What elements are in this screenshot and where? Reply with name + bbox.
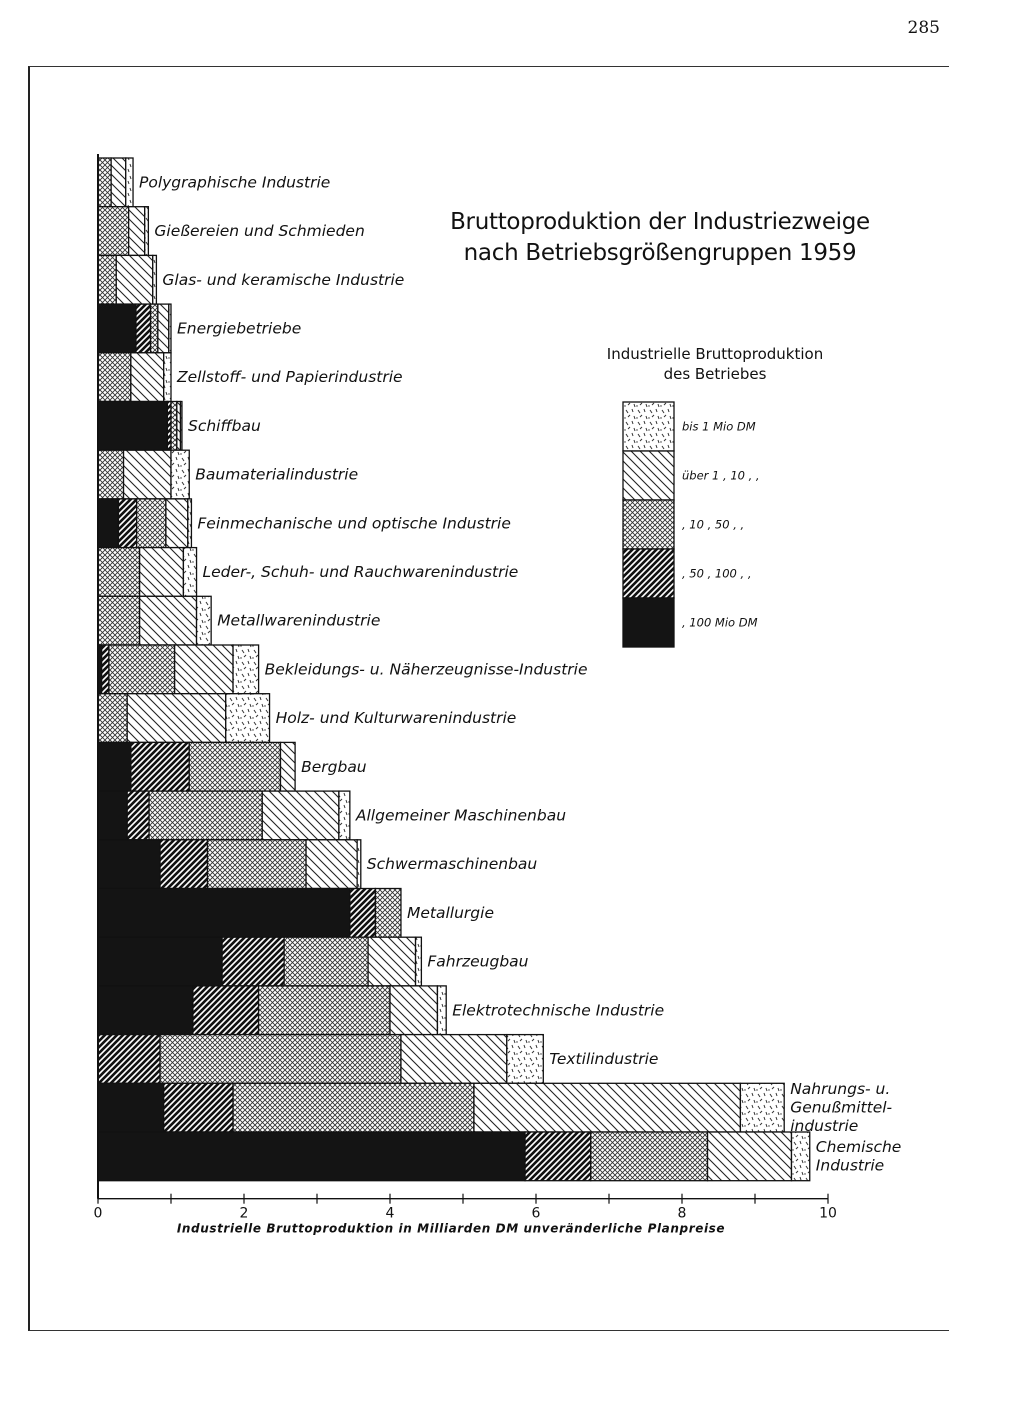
page-number: 285 (907, 18, 940, 38)
bar-segment-s4 (136, 304, 151, 353)
category-label (203, 563, 519, 581)
bar-segment-s3 (375, 889, 401, 938)
bar-segment-s3 (151, 304, 158, 353)
category-label-line: Allgemeiner Maschinenbau (355, 806, 567, 825)
legend-label-s2: über 1 ‚ 10 ‚ ‚ (682, 468, 760, 483)
category-label (139, 173, 330, 191)
bar-segment-s3 (98, 255, 116, 304)
bar-segment-s3 (284, 937, 368, 986)
category-label-line: Elektrotechnische Industrie (452, 1001, 665, 1020)
bar-segment-s3 (259, 986, 390, 1035)
bar-segment-s5 (98, 1132, 525, 1181)
bar-segment-s2 (281, 742, 296, 791)
category-label-line: Metallurgie (407, 903, 494, 922)
bar-segment-s5 (98, 889, 350, 938)
bar-segment-s3 (160, 1035, 401, 1084)
bar-segment-s1 (416, 937, 422, 986)
bar-segment-s4 (193, 986, 259, 1035)
category-label (301, 758, 367, 776)
bar-segment-s3 (98, 158, 111, 207)
category-label (195, 466, 358, 484)
category-label-line: Gießereien und Schmieden (154, 222, 365, 240)
legend (623, 402, 760, 647)
x-tick-label: 8 (677, 1205, 687, 1222)
category-label-line: Genußmittel- (790, 1098, 893, 1117)
x-tick-label: 4 (385, 1205, 395, 1222)
bar-segment-s2 (124, 450, 171, 499)
bar-segment-s3 (233, 1083, 474, 1132)
x-axis-label: Industrielle Bruttoproduktion in Milliarden DM unveränderliche Planpreise (176, 1221, 726, 1236)
bar-segment-s3 (98, 694, 127, 743)
legend-swatch-s5 (623, 598, 674, 647)
bar-segment-s2 (129, 207, 145, 256)
bar-segment-s3 (189, 742, 280, 791)
legend-label-s3: ‚ 10 ‚ 50 ‚ ‚ (682, 517, 745, 532)
bar-segment-s5 (98, 840, 160, 889)
category-label (427, 953, 528, 971)
bar-segment-s1 (233, 645, 259, 694)
bar-segment-s2 (158, 304, 169, 353)
legend-title-line-1: Industrielle Bruttoproduktion (606, 345, 824, 363)
bar-segment-s5 (98, 402, 167, 451)
category-label-line: Schwermaschinenbau (366, 855, 538, 874)
bar-segment-s2 (111, 158, 126, 207)
bar-segment-s1 (180, 402, 181, 451)
bar-segment-s1 (339, 791, 350, 840)
category-label (407, 904, 494, 922)
category-label-line: Baumaterialindustrie (195, 465, 359, 484)
bar-segment-s3 (98, 596, 140, 645)
x-tick-label: 10 (819, 1205, 837, 1222)
bar-segment-s1 (164, 353, 171, 402)
bar-segment-s1 (226, 694, 270, 743)
category-label-line: Bekleidungs- u. Näherzeugnisse-Industrie (264, 660, 588, 679)
bar-segment-s4 (118, 499, 136, 548)
category-label-line: Zellstoff- und Papierindustrie (177, 368, 403, 387)
bar-segment-s3 (171, 402, 177, 451)
bar-segment-s2 (175, 645, 233, 694)
bar-segment-s3 (137, 499, 166, 548)
category-label (355, 807, 566, 825)
bar-segment-s5 (98, 986, 193, 1035)
bar-segment-s1 (437, 986, 446, 1035)
bar-segment-s2 (116, 255, 153, 304)
bar-segment-s1 (740, 1083, 784, 1132)
bar-segment-s2 (368, 937, 415, 986)
legend-swatch-s1 (623, 402, 674, 451)
bar-segment-s5 (98, 742, 131, 791)
bar-segment-s2 (306, 840, 357, 889)
bar-segment-s4 (164, 1083, 233, 1132)
bar-segment-s3 (98, 548, 140, 597)
bar-segment-s2 (131, 353, 164, 402)
bar-segment-s4 (98, 1035, 160, 1084)
legend-swatch-s4 (623, 549, 674, 598)
legend-label-s1: bis 1 Mio DM (682, 419, 756, 434)
category-label (276, 709, 517, 727)
bar-segment-s1 (169, 304, 171, 353)
bar-segment-s2 (390, 986, 437, 1035)
chart-title-line-1: Bruttoproduktion der Industriezweige (450, 209, 870, 235)
category-label (452, 1001, 664, 1019)
bar-segment-s3 (109, 645, 175, 694)
bar-segment-s4 (222, 937, 284, 986)
category-label (188, 417, 261, 435)
bar-segment-s5 (98, 1083, 164, 1132)
bar-segment-s3 (149, 791, 262, 840)
category-label-line: Holz- und Kulturwarenindustrie (275, 709, 517, 728)
category-label-line: Energiebetriebe (177, 319, 302, 338)
bar-segment-s1 (357, 840, 361, 889)
category-label (790, 1080, 892, 1135)
category-label (197, 514, 511, 532)
bar-segment-s2 (708, 1132, 792, 1181)
bar-segment-s3 (98, 353, 131, 402)
category-label-line: Nahrungs- u. (790, 1080, 891, 1099)
legend-label-s4: ‚ 50 ‚ 100 ‚ ‚ (682, 566, 752, 581)
bar-segment-s3 (591, 1132, 708, 1181)
category-label (177, 320, 301, 338)
bar-segment-s1 (183, 548, 196, 597)
category-label (162, 271, 404, 289)
bar-segment-s4 (131, 742, 189, 791)
bar-segment-s2 (474, 1083, 740, 1132)
bar-segment-s1 (197, 596, 212, 645)
category-label-line: Metallwarenindustrie (217, 611, 381, 630)
category-label (217, 612, 380, 630)
bar-segment-s3 (208, 840, 307, 889)
bar-segment-s5 (98, 791, 127, 840)
category-label-line: Bergbau (301, 757, 367, 776)
legend-swatch-s2 (623, 451, 674, 500)
bar-segment-s4 (160, 840, 207, 889)
bar-segment-s1 (792, 1132, 810, 1181)
chart-title-line-2: nach Betriebsgrößengruppen 1959 (463, 240, 857, 266)
bar-segment-s2 (166, 499, 188, 548)
category-label-line: Leder-, Schuh- und Rauchwarenindustrie (202, 563, 519, 581)
bar-segment-s4 (127, 791, 149, 840)
bar-segment-s3 (98, 450, 124, 499)
legend-label-s5: ‚ 100 Mio DM (682, 615, 758, 630)
bar-segment-s4 (350, 889, 376, 938)
category-label (265, 660, 588, 678)
category-label (154, 222, 364, 240)
bar-segment-s1 (153, 255, 157, 304)
legend-title-line-2: des Betriebes (663, 365, 767, 383)
category-label-line: Textilindustrie (549, 1049, 659, 1068)
bar-segment-s5 (98, 499, 118, 548)
bar-segment-s1 (507, 1035, 544, 1084)
category-label (549, 1050, 658, 1068)
bar-segment-s1 (126, 158, 133, 207)
x-tick-label: 2 (239, 1205, 249, 1222)
category-label-line: Fahrzeugbau (427, 952, 529, 971)
category-label-line: Feinmechanische und optische Industrie (197, 514, 511, 533)
category-label-line: Polygraphische Industrie (139, 173, 331, 192)
bar-segment-s2 (127, 694, 226, 743)
bar-segment-s5 (98, 304, 136, 353)
bar-segment-s1 (188, 499, 192, 548)
category-label (816, 1138, 902, 1175)
bar-segment-s1 (171, 450, 189, 499)
bar-segment-s2 (401, 1035, 507, 1084)
bar-segment-s4 (525, 1132, 591, 1181)
category-label (176, 368, 403, 386)
x-tick-label: 6 (531, 1205, 541, 1222)
category-label (367, 855, 538, 873)
category-label-line: Glas- und keramische Industrie (162, 270, 405, 289)
bar-segment-s1 (145, 207, 149, 256)
category-label-line: Industrie (815, 1156, 885, 1175)
x-tick-label: 0 (93, 1205, 103, 1222)
bar-segment-s2 (140, 548, 184, 597)
category-label-line: industrie (790, 1117, 859, 1136)
category-label-line: Schiffbau (188, 416, 261, 435)
bar-segment-s3 (98, 207, 129, 256)
bar-segment-s5 (98, 937, 222, 986)
bar-segment-s2 (262, 791, 339, 840)
bar-segment-s4 (102, 645, 109, 694)
legend-swatch-s3 (623, 500, 674, 549)
category-label-line: Chemische (815, 1138, 902, 1157)
bar-segment-s2 (140, 596, 197, 645)
